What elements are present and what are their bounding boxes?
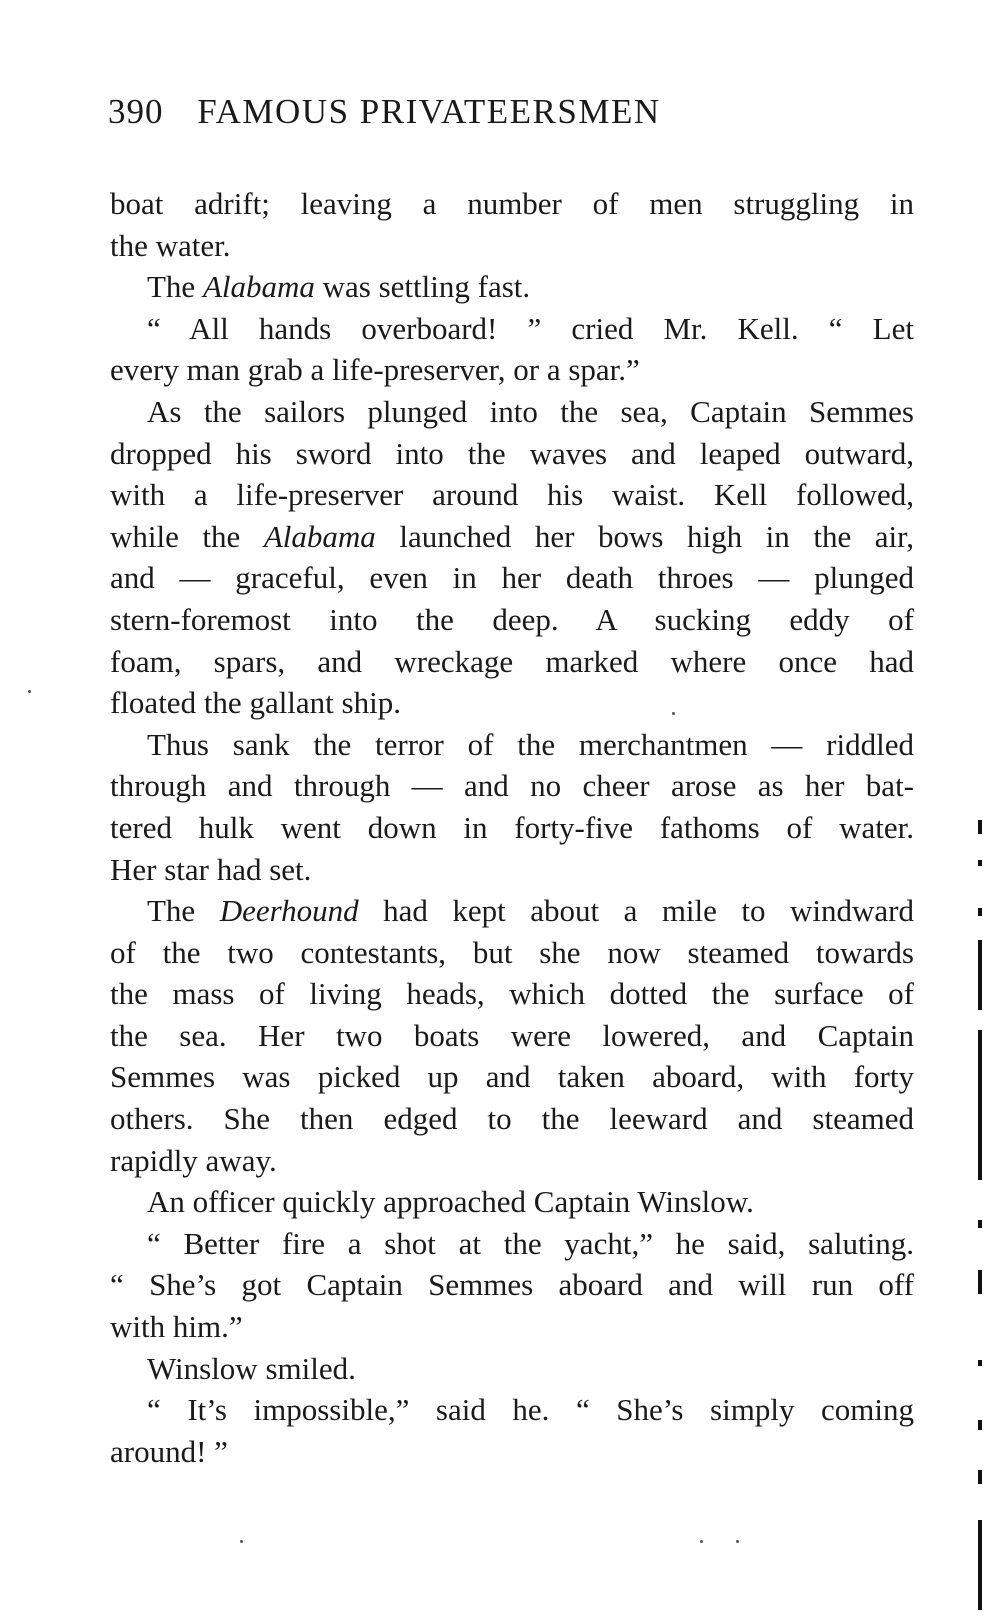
text-line: As the sailors plunged into the sea, Captain Semmes	[147, 393, 914, 429]
text-line: tered hulk went down in forty-five fathoms of water.	[110, 809, 914, 845]
text-line: The Alabama was settling fast.	[147, 269, 531, 305]
text-line: The Deerhound had kept about a mile to windward	[147, 893, 914, 929]
ship-name: Deerhound	[219, 893, 359, 929]
scan-edge-marks	[978, 820, 988, 1610]
text-line: Semmes was picked up and taken aboard, with forty	[110, 1059, 914, 1095]
text-line: floated the gallant ship.	[110, 685, 401, 721]
stray-mark	[28, 690, 31, 693]
stray-mark	[672, 712, 675, 715]
text-line: while the Alabama launched her bows high in the air,	[110, 518, 914, 554]
text-line: through and through — and no cheer arose as her bat-	[110, 768, 914, 804]
text-line: of the two contestants, but she now steamed towards	[110, 934, 914, 970]
ship-name: Alabama	[263, 518, 376, 554]
text-line: stern-foremost into the deep. A sucking eddy of	[110, 601, 914, 637]
text-line: Thus sank the terror of the merchantmen — riddled	[147, 726, 914, 762]
text-line: and — graceful, even in her death throes — plunged	[110, 560, 914, 596]
body-text	[110, 183, 914, 1472]
text-line: with a life-preserver around his waist. Kell followed,	[110, 477, 914, 513]
text-line: “ Better fire a shot at the yacht,” he said, saluting.	[147, 1225, 914, 1261]
text-line: An officer quickly approached Captain Winslow.	[147, 1184, 754, 1220]
stray-mark	[700, 1540, 703, 1543]
text-line: foam, spars, and wreckage marked where once had	[110, 643, 914, 679]
text-line: the water.	[110, 227, 231, 263]
text-line: rapidly away.	[110, 1142, 277, 1178]
text-line: around! ”	[110, 1433, 228, 1469]
stray-mark	[736, 1540, 739, 1543]
text-line: every man grab a life-preserver, or a spar.”	[110, 352, 640, 388]
page-header	[108, 92, 908, 132]
text-line: “ All hands overboard! ” cried Mr. Kell. “ Let	[147, 310, 914, 346]
text-line: boat adrift; leaving a number of men struggling in	[110, 186, 914, 221]
text-line: others. She then edged to the leeward and steamed	[110, 1101, 914, 1137]
text-line: with him.”	[110, 1309, 243, 1345]
text-line: Her star had set.	[110, 851, 312, 887]
stray-mark	[240, 1540, 243, 1543]
text-line: Winslow smiled.	[147, 1350, 356, 1386]
ship-name: Alabama	[202, 269, 315, 305]
text-line: “ She’s got Captain Semmes aboard and will run off	[110, 1267, 914, 1303]
running-title: FAMOUS PRIVATEERSMEN	[197, 92, 661, 131]
text-line: the sea. Her two boats were lowered, and Captain	[110, 1017, 914, 1053]
page-number: 390	[108, 92, 164, 131]
text-line: dropped his sword into the waves and leaped outward,	[110, 435, 914, 471]
text-line: “ It’s impossible,” said he. “ She’s simply coming	[147, 1392, 914, 1428]
text-line: the mass of living heads, which dotted the surface of	[110, 976, 914, 1012]
